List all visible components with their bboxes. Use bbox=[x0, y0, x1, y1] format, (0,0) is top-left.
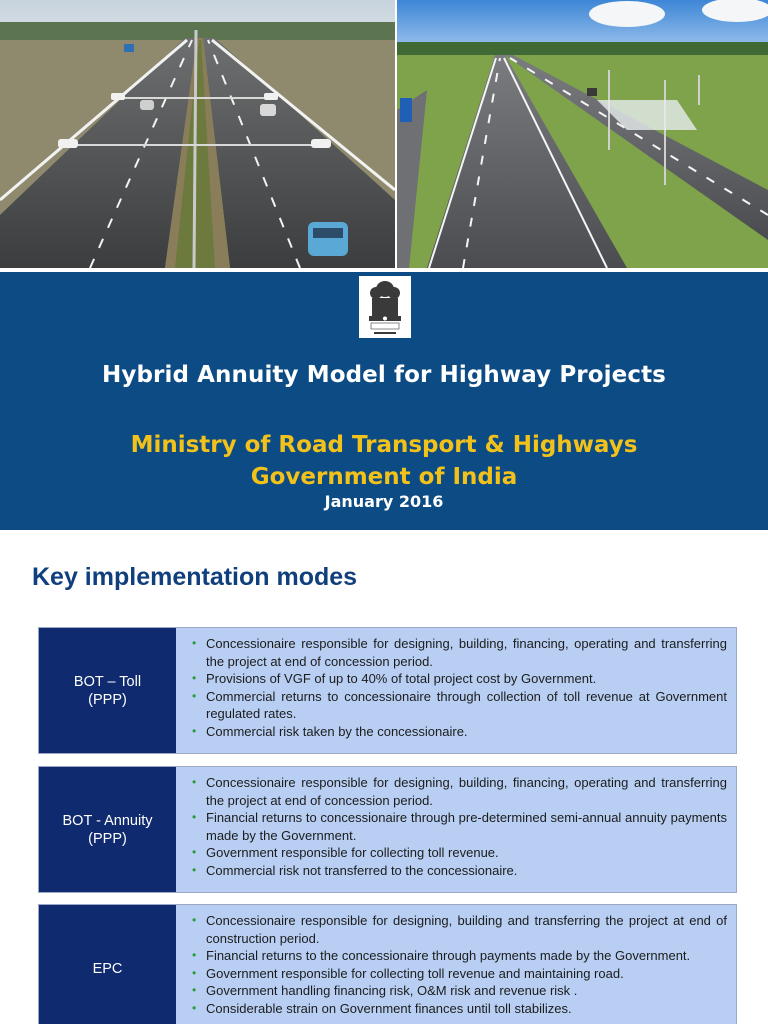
mode-label-line-2: (PPP) bbox=[88, 691, 127, 708]
bullet-point: • Commercial risk not transferred to the concessionaire. bbox=[190, 862, 727, 880]
title-banner bbox=[0, 272, 768, 530]
ministry-line-2: Government of India bbox=[250, 464, 518, 490]
mode-box-bot-annuity bbox=[38, 766, 737, 893]
bullet-point: • Provisions of VGF of up to 40% of total project cost by Government. bbox=[190, 670, 727, 688]
mode-box-epc bbox=[38, 904, 737, 1024]
mode-description bbox=[176, 905, 736, 1024]
highway-photo-left bbox=[0, 0, 395, 268]
mode-description bbox=[176, 767, 736, 892]
section-title: Key implementation modes bbox=[32, 563, 358, 591]
bullet-point: • Government handling financing risk, O&M risk and revenue risk . bbox=[190, 982, 727, 1000]
bullet-point: • Concessionaire responsible for designing, building and transferring the project at end of construction period. bbox=[190, 912, 727, 947]
bullet-list bbox=[190, 912, 727, 1018]
mode-label bbox=[39, 905, 176, 1024]
india-emblem-logo bbox=[359, 276, 411, 338]
ministry-name bbox=[0, 429, 768, 493]
bullet-point: • Financial returns to concessionaire through pre-determined semi-annual annuity payments made by the Government. bbox=[190, 809, 727, 844]
highway-photo-strip bbox=[0, 0, 768, 268]
bullet-point: • Government responsible for collecting toll revenue and maintaining road. bbox=[190, 965, 727, 983]
mode-label-line-2: (PPP) bbox=[88, 830, 127, 847]
mode-label-line-1: BOT - Annuity bbox=[62, 812, 153, 829]
highway-photo-right bbox=[397, 0, 768, 268]
mode-box-bot-toll bbox=[38, 627, 737, 754]
bullet-point: • Government responsible for collecting toll revenue. bbox=[190, 844, 727, 862]
mode-description bbox=[176, 628, 736, 753]
ministry-line-1: Ministry of Road Transport & Highways bbox=[130, 432, 638, 458]
mode-label bbox=[39, 767, 176, 892]
presentation-date: January 2016 bbox=[324, 492, 444, 511]
bullet-point: • Concessionaire responsible for designing, building, financing, operating and transferring the project at end of concession period. bbox=[190, 774, 727, 809]
bullet-list bbox=[190, 774, 727, 880]
bullet-list bbox=[190, 635, 727, 741]
presentation-title: Hybrid Annuity Model for Highway Projects bbox=[102, 362, 666, 388]
bullet-point: • Concessionaire responsible for designing, building, financing, operating and transferring the project at end of concession period. bbox=[190, 635, 727, 670]
bullet-point: • Financial returns to the concessionaire through payments made by the Government. bbox=[190, 947, 727, 965]
mode-label-line-1: EPC bbox=[92, 961, 123, 977]
mode-label-line-1: BOT – Toll bbox=[73, 673, 142, 690]
mode-label bbox=[39, 628, 176, 753]
bullet-point: • Considerable strain on Government finances until toll stabilizes. bbox=[190, 1000, 727, 1018]
bullet-point: • Commercial risk taken by the concessionaire. bbox=[190, 723, 727, 741]
bullet-point: • Commercial returns to concessionaire through collection of toll revenue at Government regulated rates. bbox=[190, 688, 727, 723]
